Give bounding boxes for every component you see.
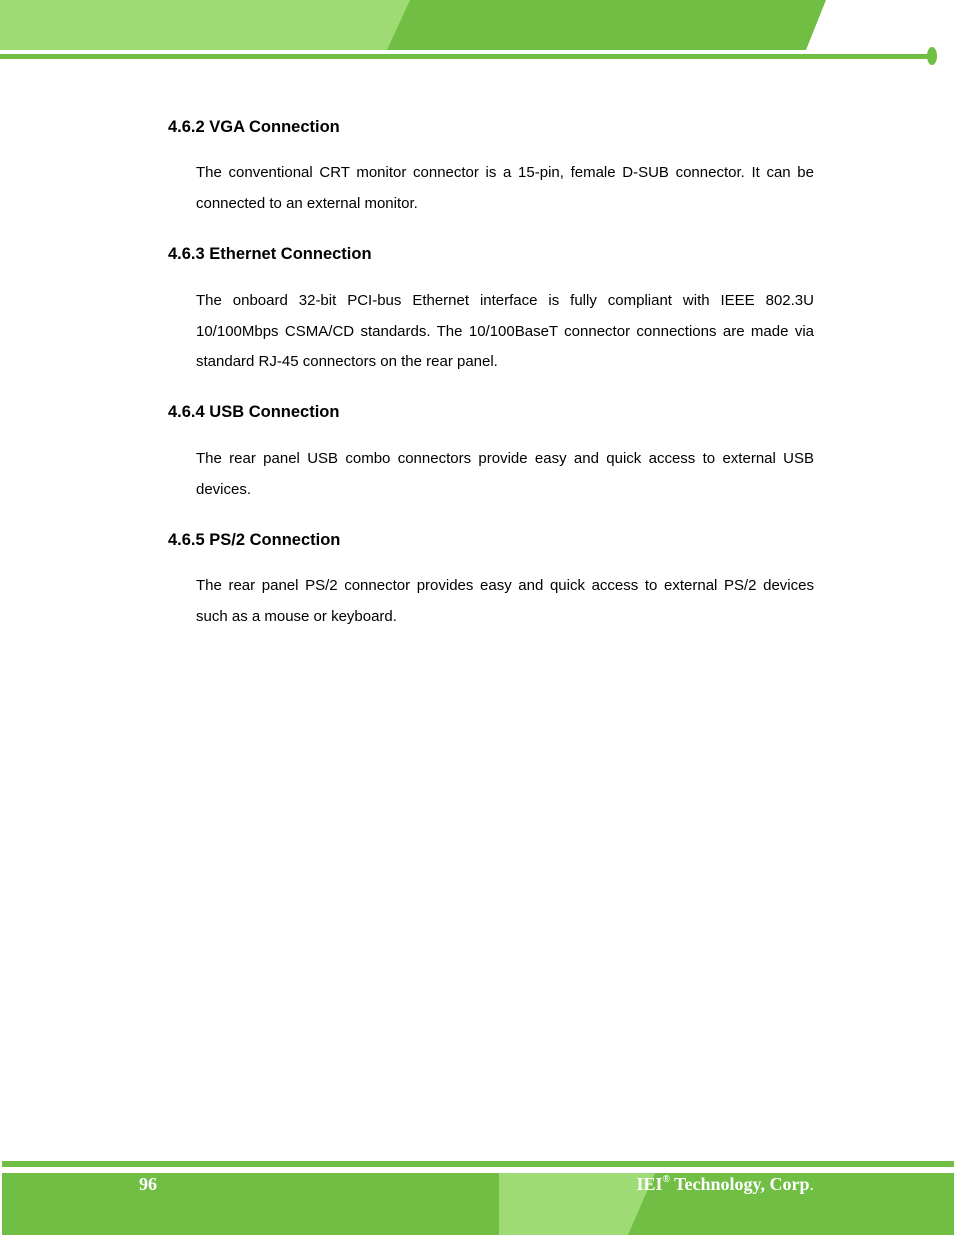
- header-dark-green-band: [387, 0, 826, 50]
- header-banner: [0, 0, 954, 70]
- company-name: [636, 1173, 814, 1195]
- footer-rule: [2, 1161, 954, 1167]
- section-heading-usb: 4.6.4 USB Connection: [168, 403, 340, 421]
- section-body-usb: The rear panel USB combo connectors provide easy and quick access to external USB devices.: [196, 450, 814, 498]
- header-rule: [0, 54, 932, 59]
- section-heading-ps2: 4.6.5 PS/2 Connection: [168, 531, 341, 549]
- page-number: 96: [139, 1174, 157, 1194]
- section-body-ethernet: The onboard 32-bit PCI-bus Ethernet interface is fully compliant with IEEE 802.3U 10/100Mbps CSMA/CD standards. The 10/100BaseT connector connections are made via standard RJ-45 connectors on the rear panel.: [196, 292, 814, 371]
- company-suffix: Technology, Corp: [669, 1174, 810, 1194]
- section-body-vga: The conventional CRT monitor connector is a 15-pin, female D-SUB connector. It can be connected to an external monitor.: [196, 164, 814, 212]
- section-heading-ethernet: 4.6.3 Ethernet Connection: [168, 245, 372, 263]
- company-trailing-period: .: [809, 1174, 814, 1194]
- section-body-ps2: The rear panel PS/2 connector provides easy and quick access to external PS/2 devices such as a mouse or keyboard.: [196, 577, 814, 625]
- footer-light-green-band: [499, 1173, 655, 1235]
- header-light-green-band: [0, 0, 410, 50]
- registered-mark: ®: [662, 1174, 670, 1185]
- company-prefix: IEI: [636, 1174, 663, 1194]
- header-rule-end-cap: [927, 47, 937, 65]
- section-heading-vga: 4.6.2 VGA Connection: [168, 118, 340, 136]
- footer-banner: [0, 1158, 954, 1235]
